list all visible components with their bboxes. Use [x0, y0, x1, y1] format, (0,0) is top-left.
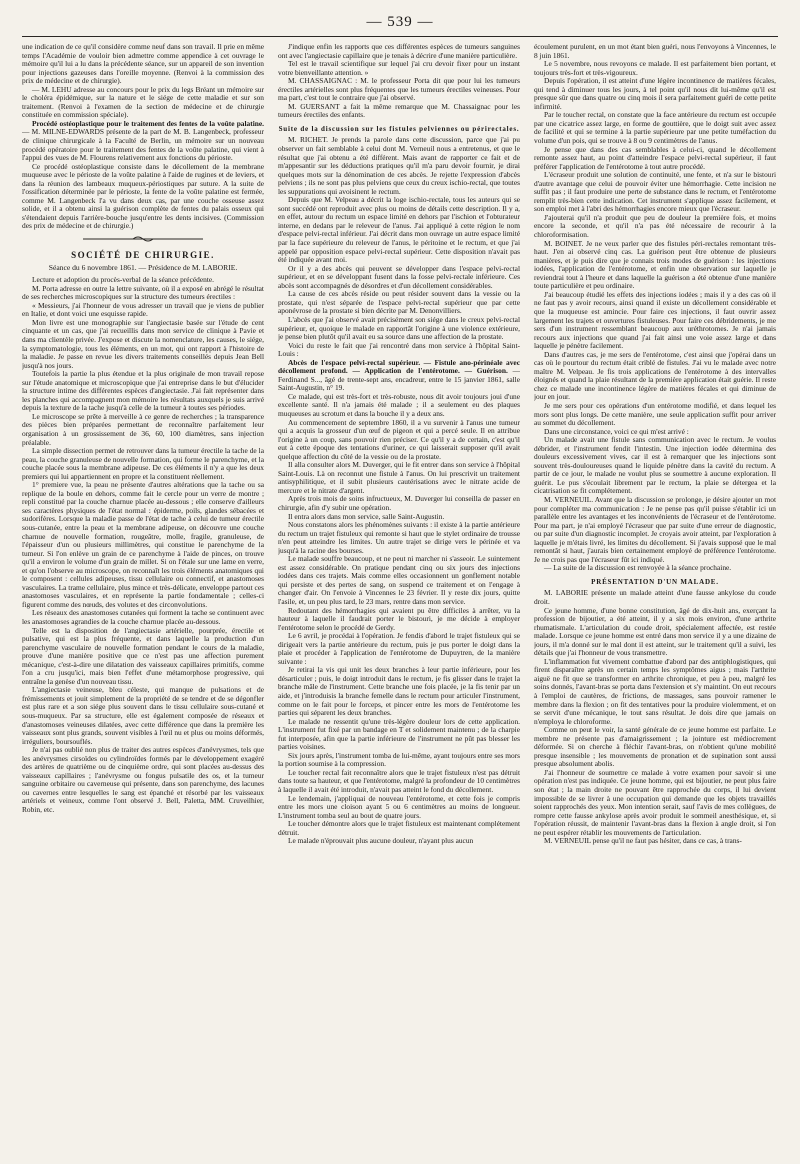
paragraph: Mon livre est une monographie sur l'angiectasie basée sur l'étude de cent cinquante et un cas, que j'ai recueillis dans mon service de clinique à Pavie et dans ma clientèle privée. J'expose et discute la nomenclature, les causes, le siége, la symptomatologie, tous les éléments, en un mot, qui ont rapport à l'histoire de la maladie. Je passe en revue les divers traitements conseillés depuis Jean Bell jusqu'à nos jours.: [22, 317, 264, 370]
paragraph-text: — M. MILNE-EDWARDS présente de la part de M. B. Langenbeck, professeur de clinique chirurgicale à la Faculté de Berlin, un mémoire sur un nouveau procédé opératoire pour le traitement des fentes de la voûte palatine, qui vient à l'appui des vues de M. Flourens relativement aux fonctions du périoste.: [22, 127, 264, 163]
paragraph: Ce procédé ostéoplastique consiste dans le décollement de la membrane muqueuse avec le périoste de la voûte palatine à l'aide de rugines et de leviers, et dans la réunion des lambeaux muqueux-périostiques par suture. A la suite de l'ossification déterminée par le périoste, la fente de la voûte palatine est fermée, comme M. Langenbeck l'a vu dans deux cas, par une couche osseuse assez solide, et il a obtenu ainsi la guérison complète de fentes du palais osseux qui s'étendaient depuis l'arrière-bouche jusqu'entre les dents incisives. (Commission des prix de médecine et de chirurgie.): [22, 161, 264, 231]
paragraph: Telle est la disposition de l'angiectasie artérielle, pourprée, érectile et pulsative, qui est la plus fréquente, et dans laquelle la production d'un parenchyme vasculaire de nouvelle formation pendant le cours de la maladie, prouve d'une manière positive que ce n'est pas une affection purement mécanique, c'est-à-dire une dilatation des vaisseaux capillaires primitifs, comme l'on a cru jusqu'ici, mais bien l'effet d'une métamorphose progressive, qui entraîne la genèse d'un nouveau tissu.: [22, 625, 264, 686]
inline-heading: Procédé ostéoplastique pour le traitement des fentes de la voûte palatine.: [32, 118, 264, 128]
paragraph: Depuis que M. Velpeau a décrit la loge ischio-rectale, tous les auteurs qui se sont succédé ont reproduit avec plus ou moins de détails cette description. Il y a, en effet, autour du rectum un espace limité en dehors par l'ischion et l'obturateur interne, en dedans par le releveur de l'anus. J'ai appliqué à cette région le nom d'espace pelvi-rectal inférieur. J'ai décrit dans mon ouvrage un autre espace limité par la face supérieure du releveur de l'anus, le péritoine et le rectum, et que j'ai appelé par opposition espace pelvi-rectal supérieur. Cette disposition n'avait pas été indiquée avant moi.: [278, 195, 520, 265]
paragraph: Je n'ai pas oublié non plus de traiter des autres espèces d'anévrysmes, tels que les anévrysmes cirsoïdes ou cylindroïdes formés par le développement exagéré des artères de quatrième ou de cinquième ordre, qui sont placées au-dessus des vaisseaux capillaires ; l'anévrysme ou fongus pulsatile des os, et la tumeur sanguine orbitaire ou caverneuse qui présente, dans son parenchyme, des lacunes ou cavernes entre lesquelles le sang est épanché et résorbé par les vaisseaux artériels et veineux, comme l'ont observé J. Bell, Paletta, MM. Cruveilhier, Robin, etc.: [22, 745, 264, 815]
paragraph: Le microscope se prête à merveille à ce genre de recherches ; la transparence des pièces bien préparées permettant de reconnaître parfaitement leur organisation à un grossissement de 36, 60, 100 diamètres, sans injection préalable.: [22, 411, 264, 447]
paragraph: M. GUERSANT a fait la même remarque que M. Chassaignac pour les tumeurs érectiles des enfants.: [278, 101, 520, 120]
section-title: SOCIÉTÉ DE CHIRURGIE.: [71, 250, 215, 261]
paragraph: Un malade avait une fistule sans communication avec le rectum. Je voulus débrider, et l'instrument fendit l'intestin. Une injection iodée détermina des douleurs excessivement vives, car il est à remarquer que les injections sont souvent très-douloureuses quand le liquide pénètre dans la cavité du rectum. A partir de ce jour, le malade ne voulut plus se soumettre à aucune exploration. Il guérit. Le pus s'écoulait librement par le rectum, la plaie se détergea et la cicatrisation se fit complétement.: [534, 435, 776, 496]
paragraph: Le malade souffre beaucoup, et ne peut ni marcher ni s'asseoir. Le suintement est assez considérable. On pratique pendant cinq ou six jours des injections iodées dans ces trajets. Mais comme elles occasionnent un gonflement notable qui persiste et des pertes de sang, on suspend ce traitement et on l'engage à changer d'air. On l'envoie à Vincennes le 23 février. Il y reste dix jours, quitte l'asile, et, un peu plus tard, le 23 mars, rentre dans mon service.: [278, 554, 520, 606]
paragraph: Comme on peut le voir, la santé générale de ce jeune homme est parfaite. Le membre ne présente pas d'amaigrissement ; la jointure est médiocrement déformée. Si on cherche à fléchir l'avant-bras, on n'obtient qu'une mobilité presque insensible ; les mouvements de pronation et de supination sont aussi presque absolument abolis.: [534, 725, 776, 769]
subsection-title: PRÉSENTATION D'UN MALADE.: [591, 577, 719, 586]
session-line: Séance du 6 novembre 1861. — Présidence de M. LABORIE.: [48, 262, 238, 272]
paragraph: « Messieurs, j'ai l'honneur de vous adresser un travail que je viens de publier en Italie, et dont voici une esquisse rapide.: [22, 300, 264, 319]
paragraph: Il alla consulter alors M. Duverger, qui le fit entrer dans son service à l'hôpital Saint-Louis. Là on reconnut une fistule à l'anus. On lui prescrivit un traitement antisyphilitique, et il subit plusieurs cautérisations avec le nitrate acide de mercure et le nitrate d'argent.: [278, 460, 520, 495]
ornament-rule: [83, 235, 203, 243]
paragraph: L'angiectasie veineuse, bleu céleste, qui manque de pulsations et de frémissements et jouit simplement de la propriété de se tendre et de se dégonfler est plus rare et a son siége plus souvent dans le tissu cellulaire sous-cutané et sous-muqueux. Par sa structure, elle est également composée de réseaux et d'anastomoses veineuses dilatées, avec cette différence que dans la première les vaisseaux sont plus grands, souvent visibles à l'œil nu et plus ou moins déformés, irréguliers, boursouflés.: [22, 685, 264, 746]
paragraph: — M. LEHU adresse au concours pour le prix du legs Bréant un mémoire sur le choléra épidémique, sur la nature et le siége de cette maladie et sur son traitement. (Renvoi à l'examen de la section de médecine et de chirurgie constituée en commission spéciale).: [22, 84, 264, 120]
paragraph: L'abcès que j'ai observé avait précisément son siége dans le creux pelvi-rectal supérieur, et, quoique le malade en rapportât l'origine à une violence extérieure, je pense bien plutôt qu'il avait eu sa source dans une affection de la prostate.: [278, 314, 520, 342]
paragraph: Le toucher démontre alors que le trajet fistuleux est maintenant complétement détruit.: [278, 819, 520, 837]
paragraph: 1° premiere vue, la peau ne présente d'autres altérations que la tache ou sa replique de la boule en dehors, comme fait le cercle pour un verre de montre ; repli constitué par la couche charnue placée au-dessous ; elle conserve d'ailleurs ses caractères physiques de l'état normal : épiderme, poils, glandes sébacées et sudorifères. Lorsque la maladie passe de l'état de tache à celui de tumeur érectile sous-cutanée, entre la peau et la membrane adipeuse, on découvre une couche charnue de nouvelle formation, rougeâtre, molle, fragile, granuleuse, de l'épaisseur d'un ou plusieurs millimètres, qui constitue le parenchyme de la tumeur. Si l'on enlève un grain de ce parenchyme à l'aide de pinces, on trouve qu'il a environ le volume d'un grain de millet. Si on l'étale sur une lame en verre, et qu'on l'observe au microscope, on reconnaît les trois éléments anatomiques qui le composent : cellules adipeuses, tissu cellulaire ou connectif, et anastomoses vasculaires. La trame cellulaire, plus mince et très-délicate, enveloppe partout ces anastomoses vasculaires, et en représente la partie fondamentale ; celles-ci figurent comme des nœuds, des volutes et des circonvolutions.: [22, 480, 264, 609]
paragraph: M. VERNEUIL pense qu'il ne faut pas hésiter, dans ce cas, à trans-: [544, 836, 742, 846]
paragraph: Le 6 avril, je procédai à l'opération. Je fendis d'abord le trajet fistuleux qui se dirigeait vers la partie antérieure du rectum, puis je pus porter le doigt dans la plaie et procéder à l'application de l'entérotome de Dupuytren, de la manière suivante :: [278, 631, 520, 666]
paragraph: J'ai beaucoup étudié les effets des injections iodées ; mais il y a des cas où il ne faut pas y avoir recours, ainsi quand il existe un décollement considérable et que la muqueuse est amincie. Pour faire ces injections, il faut ouvrir assez largement les trajets et ouvertures fistuleuses. Pour faire ces débridements, je me sers d'un instrument ressemblant beaucoup aux uréthrotomes. Je n'ai jamais recours aux injections que quand j'ai fait ainsi une voie assez large et dans laquelle je pénètre facilement.: [534, 289, 776, 351]
paragraph: Ce malade, qui est très-fort et très-robuste, nous dit avoir toujours joui d'une excellente santé. Il n'a jamais été malade ; il a seulement eu des plaques muqueuses au scrotum et dans la bouche il y a deux ans.: [278, 391, 520, 418]
paragraph: M. LABORIE présente un malade atteint d'une fausse ankylose du coude droit.: [534, 588, 776, 606]
paragraph: Ce jeune homme, d'une bonne constitution, âgé de dix-huit ans, exerçant la profession de bijoutier, a été atteint, il y a six mois environ, d'une arthrite rhumatismale. L'articulation du coude droit, spécialement affectée, est restée malade. Lorsque ce jeune homme est entré dans mon service il y a une dizaine de jours, il m'a donné sur le mal dont il est atteint, sur le traitement qu'il a suivi, les détails que j'ai l'honneur de vous transmettre.: [534, 605, 776, 658]
paragraph: Le toucher rectal fait reconnaître alors que le trajet fistuleux n'est pas détruit dans toute sa hauteur, et que l'entérotome, malgré la profondeur de 10 centimètres à laquelle il avait été introduit, n'avait pas atteint le fond du décollement.: [278, 767, 520, 795]
paragraph: L'inflammation fut vivement combattue d'abord par des antiphlogistiques, qui firent disparaître après un certain temps les symptômes aigus ; mais l'arthrite aiguë ne fit que se transformer en arthrite chronique, et peu à peu, malgré les soins donnés, l'avant-bras se porta dans l'extension et s'y maintint. On eut recours à l'emploi de cautères, de frictions, de massages, sans pouvoir ramener le membre dans la flexion ; on fit des tentatives pour la produire violemment, et on se servit d'une mécanique, le tout sans résultat. Je dois dire que jamais on n'employa le chloroforme.: [534, 656, 776, 726]
paragraph: J'ai l'honneur de soumettre ce malade à votre examen pour savoir si une opération n'est pas indiquée. Ce jeune homme, qui est bijoutier, ne peut plus faire son état ; la main droite ne pouvant être rapprochée du corps, il lui devient impossible de se livrer à une occupation qui demande que les objets travaillés soient rapprochés des yeux. Mon intention serait, sauf l'avis de mes collègues, de rompre cette fausse ankylose après avoir produit le sommeil anesthésique, et, si l'opération réussit, de maintenir l'avant-bras dans la flexion à angle droit, si l'on ne peut espérer rétablir les mouvements de l'articulation.: [534, 767, 776, 837]
paragraph: Après trois mois de soins infructueux, M. Duverger lui conseilla de passer en chirurgie, afin d'y subir une opération.: [278, 494, 520, 512]
paragraph: M. BOINET. Je ne veux parler que des fistules péri-rectales remontant très-haut. J'en ai observé cinq cas. La guérison peut être obtenue de plusieurs manières, et je puis dire que je connais trois modes de guérison : les injections iodées, l'application de l'entérotome, et enfin une observation sur laquelle je reviendrai tout à l'heure et dans laquelle la guérison a été obtenue d'une manière toute particulière et peu ordinaire.: [534, 238, 776, 291]
paragraph: Le malade ne ressentit qu'une très-légère douleur lors de cette application. L'instrument fut fixé par un bandage en T et solidement maintenu ; de la charpie fut interposée, afin que la partie inférieure de l'instrument ne pût pas blesser les parties voisines.: [278, 716, 520, 752]
paragraph: Il entra alors dans mon service, salle Saint-Augustin.: [288, 511, 445, 521]
column-right: [534, 43, 776, 1153]
page-header: [22, 14, 778, 37]
paragraph: Or il y a des abcès qui peuvent se développer dans l'espace pelvi-rectal supérieur, et en se développant fusent dans la fosse pelvi-rectale inférieure. Ces abcès sont accompagnés de désordres et d'un décollement considérables.: [278, 263, 520, 290]
paragraph: M. Porta adresse en outre la lettre suivante, où il a exposé en abrégé le résultat de ses recherches microscopiques sur la structure des tumeurs érectiles :: [22, 283, 264, 302]
paragraph: Nous constatons alors les phénomènes suivants : il existe à la partie antérieure du rectum un trajet fistuleux qui remonte si haut que le stylet ordinaire de trousse n'en peut atteindre les limites. Un autre trajet se dirige vers le périnée et va jusqu'à la racine des bourses.: [278, 520, 520, 555]
paragraph: Tel est le travail scientifique sur lequel j'ai cru devoir fixer pour un instant votre bienveillante attention. »: [278, 59, 520, 77]
paragraph: Dans d'autres cas, je me sers de l'entérotome, c'est ainsi que j'opérai dans un cas où le pourtour du rectum était criblé de fistules. J'ai vu le malade avec notre maître M. Velpeau. Je fis trois applications de l'entérotome à des intervalles éloignés et quand la plaie résultant de la première application était guérie. Il reste chez ce malade une incontinence légère de matières fécales et qui diminue de jour en jour.: [534, 349, 776, 402]
paragraph: Les réseaux des anastomoses cutanées qui forment la tache se continuent avec les anastomoses agrandies de la couche charnue placée au-dessous.: [22, 608, 264, 626]
paragraph: Redoutant des hémorrhagies qui avaient pu être difficiles à arrêter, vu la hauteur à laquelle il faudrait porter le bistouri, je me décide à employer l'entérotome selon le procédé de Gerdy.: [278, 605, 520, 632]
paragraph: écoulement purulent, en un mot étant bien guéri, nous l'envoyons à Vincennes, le 8 juin 1861.: [534, 43, 776, 60]
text-columns: [22, 43, 778, 1153]
paragraph: J'ajouterai qu'il n'a produit que peu de douleur la première fois, et moins encore la seconde, et qu'il n'a pas été nécessaire de recourir à la chloroformisation.: [534, 212, 776, 240]
case-heading: Abcès de l'espace pelvi-rectal supérieur. — Fistule ano-périnéale avec décollement profond. — Application de l'entérotome. — Guérison.: [278, 357, 520, 376]
subsection-title: Suite de la discussion sur les fistules pelviennes ou périrectales.: [278, 124, 520, 133]
paragraph: Je me sers pour ces opérations d'un entérotome modifié, et dans lequel les mors sont plus longs. De cette manière, une seule application suffit pour arriver au sommet du décollement.: [534, 400, 776, 428]
paragraph: Depuis l'opération, il est atteint d'une légère incontinence de matières fécales, qui tend à diminuer tous les jours, à tel point qu'il nous dit lui-même qu'il est presque sûr que dans quatre ou cinq mois il sera parfaitement guéri de cette petite infirmité.: [534, 76, 776, 111]
paragraph: La cause de ces abcès réside ou peut résider souvent dans la vessie ou la prostate, qui n'est séparée de l'espace pelvi-rectal supérieur que par cette aponévrose de la prostate si bien décrite par M. Denonvilliers.: [278, 289, 520, 316]
paragraph-text: — Ferdinand S..., âgé de trente-sept ans, encadreur, entre le 15 janvier 1861, salle Saint-Augustin, n° 19.: [278, 366, 520, 393]
paragraph: Dans une circonstance, voici ce qui m'est arrivé :: [544, 426, 689, 436]
paragraph: Le malade n'éprouvait plus aucune douleur, n'ayant plus aucun: [288, 836, 474, 846]
paragraph: L'écraseur produit une solution de continuité, une fente, et n'a sur le bistouri d'autre avantage que celui de pouvoir éviter une hémorrhagie. Cette incision ne suffit pas ; il faut produire une perte de substance dans le rectum, et l'entérotome remplit très-bien cette indication. Cet instrument s'applique assez facilement, et son emploi met à l'abri des hémorrhagies encore mieux que l'écraseur.: [534, 170, 776, 214]
page-number: — 539 —: [366, 14, 434, 30]
paragraph: Six jours après, l'instrument tomba de lui-même, ayant toujours entre ses mors la portion soumise à la compression.: [278, 750, 520, 769]
paragraph: Voici du reste le fait que j'ai rencontré dans mon service à l'hôpital Saint-Louis :: [278, 340, 520, 359]
paragraph: M. CHASSAIGNAC : M. le professeur Porta dit que pour lui les tumeurs érectiles artérielles sont plus fréquentes que les tumeurs érectiles veineuses. Pour ma part, c'est tout le contraire que j'ai observé.: [278, 76, 520, 103]
paragraph: [22, 120, 264, 163]
paragraph: Je retirai la vis qui unit les deux branches à leur partie inférieure, pour les désarticuler ; puis, le doigt introduit dans le rectum, je fis glisser dans le trajet la branche mâle de l'instrument. Cette branche une fois placée, je la fis tenir par un aide, et j'introduisis la branche femelle dans le rectum pour articuler l'instrument, comme on le fait pour le forceps, et pincer entre les mors de l'entérotome les parties qui séparent les deux branches.: [278, 665, 520, 718]
column-left: [22, 43, 264, 1153]
paragraph: Le 5 novembre, nous revoyons ce malade. Il est parfaitement bien portant, et toujours très-fort et très-vigoureux.: [534, 59, 776, 77]
paragraph: M. VERNEUIL. Avant que la discussion se prolonge, je désire ajouter un mot pour compléter ma communication : Je ne pense pas qu'il puisse s'établir ici un parallèle entre les avantages et les inconvénients de l'écraseur et de l'entérotome. Pour ma part, je n'ai employé l'écraseur que par suite d'une erreur de diagnostic, ou par suite d'un diagnostic incomplet. Je croyais avoir atteint, par l'exploration à laquelle je m'étais livré, les limites du décollement. Si j'avais supposé que le mal remontât si haut, j'aurais bien certainement employé de préférence l'entérotome. Je ne crois pas que l'écraseur fût ici indiqué.: [534, 494, 776, 564]
paragraph: J'indique enfin les rapports que ces différentes espèces de tumeurs sanguines ont avec l'angiectasie capillaire que je tenais à décrire d'une manière particulière.: [278, 43, 520, 60]
paragraph: [278, 359, 520, 393]
paragraph: — La suite de la discussion est renvoyée à la séance prochaine.: [544, 563, 732, 573]
paragraph: La simple dissection permet de retrouver dans la tumeur érectile la tache de la peau, la couche granuleuse de nouvelle formation, qui forme le parenchyme, et la couche placée sous la membrane adipeuse. De ces éléments il n'y a que les deux premiers qui lui appartiennent en propre et la constituent réellement.: [22, 446, 264, 481]
paragraph: Lecture et adoption du procès-verbal de la séance précédente.: [32, 275, 215, 285]
paragraph: M. RICHET. Je prends la parole dans cette discussion, parce que j'ai pu observer un fait semblable à celui dont M. Verneuil nous a entretenus, et que le résultat que j'ai obtenu a été différent. Mais avant de rapporter ce fait et de m'appesantir sur les déductions pratiques qu'il m'a paru devoir fournir, je dirai quelques mots sur la dénomination de ces abcès. Je rejette l'expression d'abcès pelviens ; ils ne sont pas plus pelviens que ceux du creux ischio-rectal, que toutes les suppurations qui avoisinent le rectum.: [278, 135, 520, 196]
paragraph: Le lendemain, j'appliquai de nouveau l'entérotome, et cette fois je compris entre les mors une cloison ayant 5 ou 6 centimètres au moins de longueur. L'instrument tomba seul au bout de quatre jours.: [278, 793, 520, 820]
column-middle: [278, 43, 520, 1153]
paragraph: Toutefois la partie la plus étendue et la plus originale de mon travail repose sur l'étude anatomique et microscopique que j'ai entreprise dans le but d'élucider la structure intime des différentes espèces d'angiectasie. J'ai fait représenter dans les planches qui accompagnent mon mémoire les résultats auxquels je suis arrivé depuis la texture de la tache jusqu'à celle de la tumeur à toutes ses périodes.: [22, 369, 264, 413]
paragraph: Je pense que dans des cas semblables à celui-ci, quand le décollement remonte assez haut, au point d'atteindre l'espace pelvi-rectal supérieur, il faut préférer l'application de l'entérotome à tout autre procédé.: [534, 144, 776, 171]
paragraph: une indication de ce qu'il considère comme neuf dans son travail. Il prie en même temps l'Académie de vouloir bien admettre comme appendice à cet ouvrage le mémoire qu'il lui a lu dans la précédente séance, sur un appareil de son invention pour injections gazeuses dans l'oreille moyenne. (Renvoi à la commission des prix de médecine et de chirurgie).: [22, 43, 264, 86]
paragraph: Par le toucher rectal, on constate que la face antérieure du rectum est occupée par une cicatrice assez large, en forme de gouttière, que le doigt suit avec assez de facilité et qui se termine à la partie supérieure par une petite tuméfaction du volume d'un pois, qui se trouve à 8 ou 9 centimètres de l'anus.: [534, 110, 776, 146]
paragraph: Au commencement de septembre 1860, il a vu survenir à l'anus une tumeur qui a acquis la grosseur d'un œuf de pigeon et qui a percé seule. Il en attribue l'origine à un coup, sans pouvoir rien préciser. Ce qu'il y a de certain, c'est qu'il eut à cette époque des tentations d'uriner, ce qui laisserait supposer qu'il avait quelque affection du côté de la vessie ou de la prostate.: [278, 417, 520, 461]
